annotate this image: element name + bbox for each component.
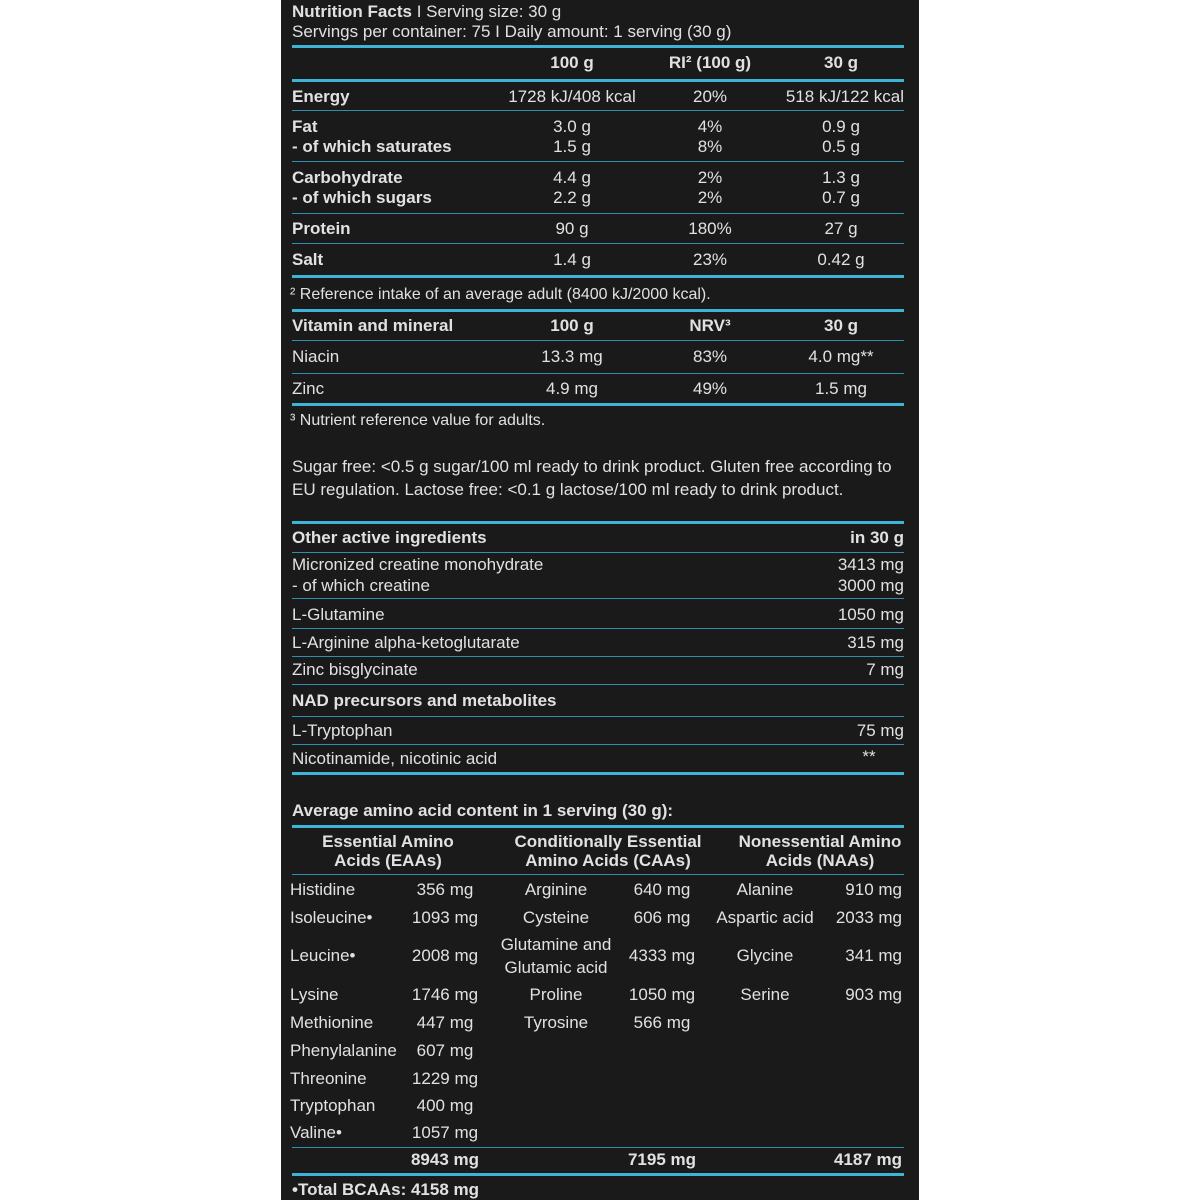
eaa-value: 607 mg: [416, 1041, 474, 1060]
nutrient-label: Fat: [292, 117, 318, 136]
vitamin-100g: 4.9 mg: [546, 379, 598, 398]
ingredient-value: 315 mg: [847, 633, 904, 652]
naa-name: Aspartic acid: [716, 908, 814, 927]
vitamin-nrv: 83%: [692, 347, 728, 366]
nutrient-ri: 20%: [692, 87, 728, 106]
claims-line: Sugar free: <0.5 g sugar/100 ml ready to drink product. Gluten free according to: [292, 457, 892, 476]
caa-head: Conditionally Essential: [514, 832, 702, 851]
eaa-name: Lysine: [290, 985, 339, 1004]
naa-name: Alanine: [736, 880, 794, 899]
eaa-head: Essential Amino: [322, 832, 454, 851]
rule: [292, 772, 904, 775]
rule: [292, 309, 904, 312]
nutrient-100g: 1.4 g: [553, 250, 591, 269]
nutrient-100g: 2.2 g: [553, 188, 591, 207]
rule: [292, 598, 904, 599]
rule: [292, 45, 904, 48]
eaa-value: 1057 mg: [411, 1123, 479, 1142]
rule: [292, 373, 904, 374]
header-serving: I Serving size: 30 g: [416, 2, 562, 21]
vitamin-label: Zinc: [292, 379, 325, 398]
eaa-name: Leucine•: [290, 946, 356, 965]
nutrient-ri: 4%: [697, 117, 723, 136]
eaa-name: Phenylalanine: [290, 1041, 397, 1060]
eaa-value: 356 mg: [416, 880, 474, 899]
nutrient-30g: 0.5 g: [822, 137, 860, 156]
caa-name: Glutamine and: [500, 935, 612, 954]
caa-value: 4333 mg: [628, 946, 696, 965]
rule: [292, 874, 904, 875]
nutrient-100g: 90 g: [555, 219, 589, 238]
header-servings: Servings per container: 75 I Daily amount: 1 serving (30 g): [292, 22, 732, 41]
nutrient-ri: 8%: [697, 137, 723, 156]
col-head-ri: RI² (100 g): [668, 53, 752, 72]
header-line: [292, 1, 561, 22]
ingredient-value: 3413 mg: [837, 555, 904, 574]
vitamin-label: Niacin: [292, 347, 340, 366]
bcaa-total: •Total BCAAs: 4158 mg: [292, 1180, 480, 1199]
footnote-nrv: ³ Nutrient reference value for adults.: [290, 412, 546, 429]
vitamin-col-head: Vitamin and mineral: [292, 316, 454, 335]
nutrient-ri: 2%: [697, 168, 723, 187]
naa-name: Serine: [740, 985, 790, 1004]
eaa-value: 1093 mg: [411, 908, 479, 927]
ingredient-label: Micronized creatine monohydrate: [292, 555, 544, 574]
vitamin-col-30g: 30 g: [823, 316, 859, 335]
caa-name: Arginine: [524, 880, 588, 899]
claims-line: EU regulation. Lactose free: <0.1 g lactose/100 ml ready to drink product.: [292, 480, 844, 499]
nutrient-30g: 0.42 g: [817, 250, 865, 269]
ingredient-value: 1050 mg: [837, 605, 904, 624]
eaa-head: Acids (EAAs): [334, 851, 442, 870]
vitamin-col-nrv: NRV³: [689, 316, 731, 335]
rule: [292, 1173, 904, 1176]
nutrient-ri: 180%: [688, 219, 732, 238]
ingredient-label: Nicotinamide, nicotinic acid: [292, 749, 498, 768]
caa-value: 640 mg: [633, 880, 691, 899]
eaa-total: 8943 mg: [410, 1150, 480, 1169]
col-head-30g: 30 g: [823, 53, 859, 72]
nutrient-label: Protein: [292, 219, 351, 238]
caa-value: 566 mg: [633, 1013, 691, 1032]
rule: [292, 403, 904, 406]
rule: [292, 521, 904, 524]
header-title: Nutrition Facts: [292, 2, 412, 21]
nutrient-label: - of which sugars: [292, 188, 432, 207]
nutrient-30g: 0.9 g: [822, 117, 860, 136]
rule: [292, 161, 904, 162]
rule: [292, 744, 904, 745]
amino-title: Average amino acid content in 1 serving (30 g):: [292, 801, 674, 820]
eaa-name: Isoleucine•: [290, 908, 373, 927]
nutrient-100g: 1.5 g: [553, 137, 591, 156]
nutrient-label: Energy: [292, 87, 350, 106]
eaa-name: Threonine: [290, 1069, 367, 1088]
vitamin-30g: 1.5 mg: [815, 379, 867, 398]
naa-value: 910 mg: [845, 880, 902, 899]
naa-value: 341 mg: [845, 946, 902, 965]
rule: [292, 79, 904, 82]
other-col-head: in 30 g: [850, 528, 904, 547]
rule: [292, 340, 904, 341]
rule: [292, 628, 904, 629]
caa-name: Cysteine: [522, 908, 590, 927]
rule: [292, 684, 904, 685]
nutrient-label: - of which saturates: [292, 137, 452, 156]
other-title: Other active ingredients: [292, 528, 487, 547]
eaa-value: 2008 mg: [411, 946, 479, 965]
ingredient-value: 75 mg: [856, 721, 904, 740]
naa-name: Glycine: [736, 946, 794, 965]
rule: [292, 1147, 904, 1148]
ingredient-label: L-Tryptophan: [292, 721, 393, 740]
nutrient-ri: 23%: [692, 250, 728, 269]
ingredient-value: 3000 mg: [837, 576, 904, 595]
ingredient-value: 7 mg: [866, 660, 904, 679]
nutrient-ri: 2%: [697, 188, 723, 207]
col-head-100g: 100 g: [550, 53, 594, 72]
nutrient-100g: 1728 kJ/408 kcal: [508, 87, 636, 106]
caa-total: 7195 mg: [627, 1150, 697, 1169]
rule: [292, 825, 904, 828]
nutrient-label: Carbohydrate: [292, 168, 403, 187]
rule: [292, 243, 904, 244]
naa-value: 903 mg: [845, 985, 902, 1004]
caa-head: Amino Acids (CAAs): [525, 851, 691, 870]
ingredient-label: Zinc bisglycinate: [292, 660, 418, 679]
nutrient-100g: 3.0 g: [553, 117, 591, 136]
vitamin-nrv: 49%: [692, 379, 728, 398]
eaa-name: Tryptophan: [290, 1096, 376, 1115]
nutrient-30g: 1.3 g: [822, 168, 860, 187]
vitamin-100g: 13.3 mg: [541, 347, 603, 366]
caa-name-line2: Glutamic acid: [504, 958, 608, 977]
eaa-value: 447 mg: [416, 1013, 474, 1032]
nutrient-30g: 27 g: [824, 219, 858, 238]
footnote-ri: ² Reference intake of an average adult (8400 kJ/2000 kcal).: [290, 286, 711, 303]
nad-title: NAD precursors and metabolites: [292, 691, 557, 710]
ingredient-label: L-Arginine alpha-ketoglutarate: [292, 633, 520, 652]
eaa-value: 400 mg: [416, 1096, 474, 1115]
nutrient-100g: 4.4 g: [553, 168, 591, 187]
rule: [292, 656, 904, 657]
caa-name: Proline: [529, 985, 583, 1004]
nutrient-30g: 518 kJ/122 kcal: [785, 87, 904, 106]
vitamin-30g: 4.0 mg**: [808, 347, 874, 366]
nutrient-30g: 0.7 g: [822, 188, 860, 207]
eaa-value: 1229 mg: [411, 1069, 479, 1088]
caa-value: 1050 mg: [628, 985, 696, 1004]
rule: [292, 275, 904, 278]
caa-value: 606 mg: [633, 908, 691, 927]
naa-total: 4187 mg: [833, 1150, 902, 1169]
ingredient-label: - of which creatine: [292, 576, 430, 595]
vitamin-col-100g: 100 g: [550, 316, 594, 335]
rule: [292, 716, 904, 717]
naa-value: 2033 mg: [835, 908, 902, 927]
nutrition-label-panel: [281, 0, 919, 1200]
nutrient-label: Salt: [292, 250, 324, 269]
rule: [292, 213, 904, 214]
ingredient-label: L-Glutamine: [292, 605, 385, 624]
rule: [292, 110, 904, 111]
naa-head: Nonessential Amino: [738, 832, 902, 851]
naa-head: Acids (NAAs): [765, 851, 875, 870]
eaa-name: Valine•: [290, 1123, 342, 1142]
eaa-name: Methionine: [290, 1013, 374, 1032]
caa-name: Tyrosine: [523, 1013, 589, 1032]
eaa-name: Histidine: [290, 880, 356, 899]
ingredient-value: **: [862, 747, 876, 766]
eaa-value: 1746 mg: [411, 985, 479, 1004]
rule: [292, 552, 904, 553]
